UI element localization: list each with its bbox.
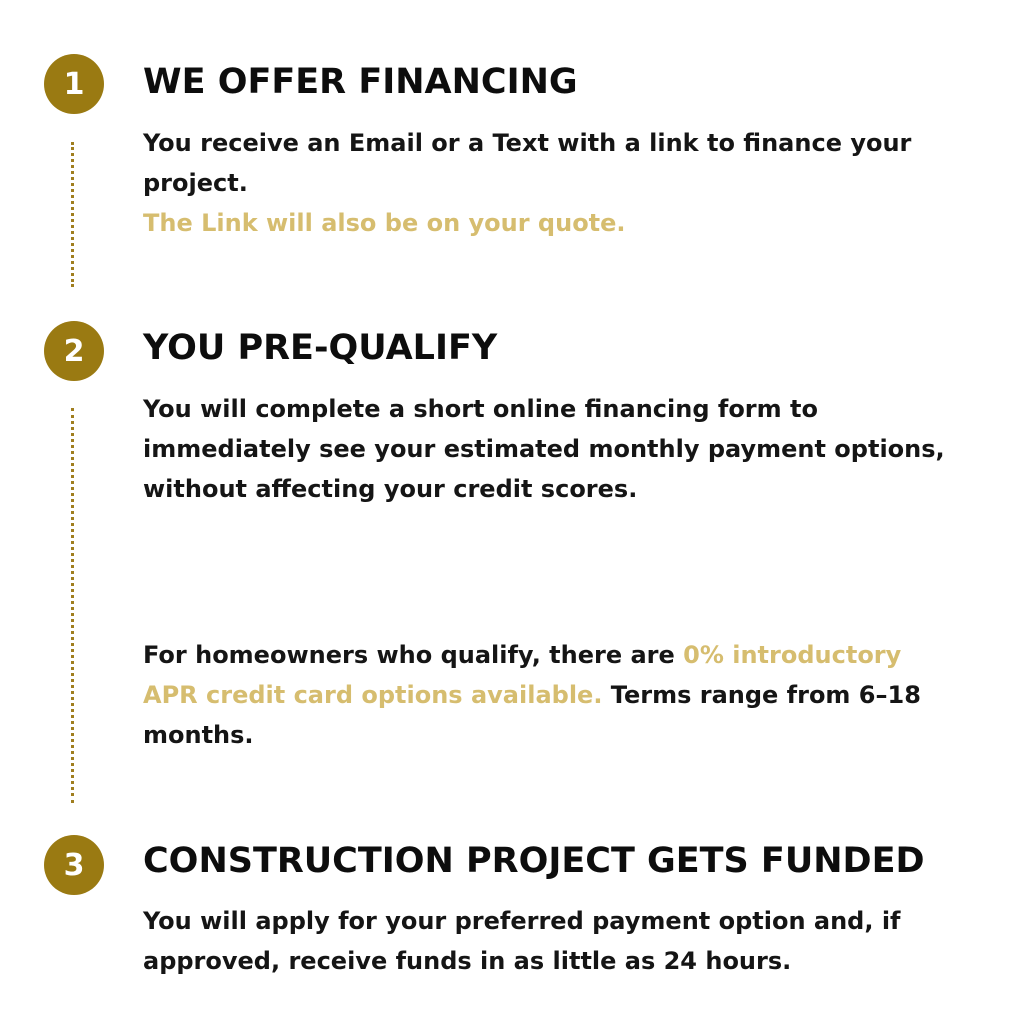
- step-2-note: [143, 635, 943, 755]
- step-3-number-badge: 3: [44, 835, 104, 895]
- step-1-description: [143, 123, 1003, 243]
- step-2-description: You will complete a short online financing form to immediately see your estimated monthly payment options, without affecting your credit scores.: [143, 395, 945, 503]
- step-2-note-highlight: 0% introductory APR credit card options available.: [143, 641, 902, 709]
- step-1-body-text: You receive an Email or a Text with a link to finance your project.: [143, 129, 912, 197]
- step-3-title: CONSTRUCTION PROJECT GETS FUNDED: [143, 841, 925, 881]
- step-2-note-text: For homeowners who qualify, there are: [143, 641, 684, 669]
- step-3-description: You will apply for your preferred payment option and, if approved, receive funds in as little as 24 hours.: [143, 907, 901, 975]
- step-2-note-terms: Terms range from 6–18 months.: [143, 681, 921, 749]
- step-2-title: YOU PRE-QUALIFY: [143, 328, 498, 368]
- step-1-dotted-connector: [71, 142, 74, 287]
- step-1-title: WE OFFER FINANCING: [143, 62, 578, 102]
- step-2-number-badge: 2: [44, 321, 104, 381]
- step-1-number-badge: 1: [44, 54, 104, 114]
- step-2-dotted-connector: [71, 408, 74, 803]
- step-1-highlight-text: The Link will also be on your quote.: [143, 209, 626, 237]
